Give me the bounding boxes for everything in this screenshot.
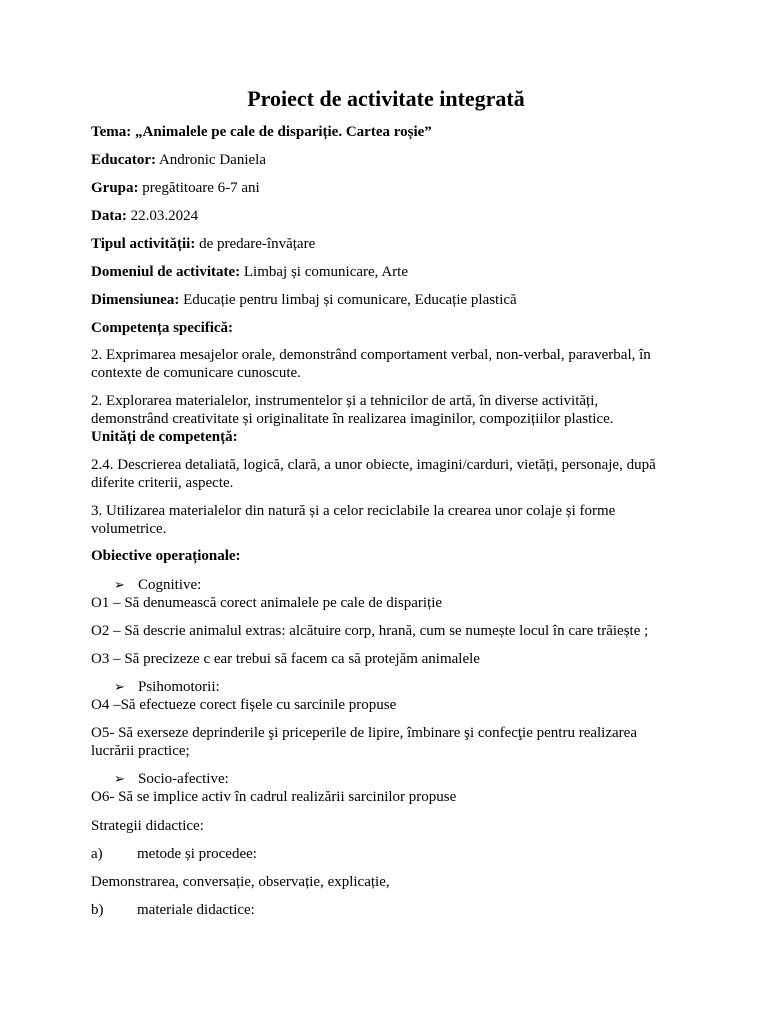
objective-o1: O1 – Să denumească corect animalele pe cale de dispariție [91, 595, 443, 611]
competenta-heading-text: Competența specifică: [91, 320, 234, 336]
competenta-item-1: 2. Exprimarea mesajelor orale, demonstrând comportament verbal, non-verbal, paraverbal, în contexte de comunicare cunoscute. [91, 347, 651, 381]
tipul-value: de predare-învățare [199, 236, 316, 252]
domeniul-label: Domeniul de activitate: [91, 264, 241, 280]
list-item-b-label: b) [91, 902, 104, 918]
educator-line [91, 151, 266, 169]
tema-label: Tema: [91, 124, 132, 140]
tema-value: „Animalele pe cale de dispariție. Cartea roșie” [135, 124, 432, 140]
competenta-heading [91, 319, 233, 337]
bullet-cognitive-text: Cognitive: [138, 577, 202, 593]
tipul-line [91, 235, 315, 253]
tema-line [91, 123, 432, 141]
dimensiunea-line [91, 291, 517, 309]
objective-o3: O3 – Să precizeze c ear trebui să facem ca să protejăm animalele [91, 651, 480, 667]
bullet-socio-text: Socio-afective: [138, 771, 229, 787]
data-label: Data: [91, 208, 127, 224]
grupa-label: Grupa: [91, 180, 139, 196]
bullet-psihomotorii [114, 678, 220, 696]
obiective-heading-text: Obiective operaționale: [91, 548, 241, 564]
arrow-bullet-icon: ➢ [114, 679, 125, 694]
page-title: Proiect de activitate integrată [247, 86, 525, 111]
arrow-bullet-icon: ➢ [114, 771, 125, 786]
competenta-item-2-line-1: 2. Explorarea materialelor, instrumentelor și a tehnicilor de artă, în diverse activități, [91, 393, 599, 409]
data-value: 22.03.2024 [130, 208, 199, 224]
strategii-heading: Strategii didactice: [91, 818, 204, 834]
grupa-line [91, 179, 260, 197]
list-item-a-label: a) [91, 846, 103, 862]
arrow-bullet-icon: ➢ [114, 577, 125, 592]
educator-label: Educator: [91, 152, 156, 168]
unitati-item-2: 3. Utilizarea materialelor din natură și a celor reciclabile la crearea unor colaje și forme volumetrice. [91, 503, 616, 537]
objective-o5: O5- Să exerseze deprinderile şi priceperile de lipire, îmbinare şi confecţie pentru realizarea lucrării practice; [91, 725, 637, 759]
tipul-label: Tipul activității: [91, 236, 196, 252]
objective-o6: O6- Să se implice activ în cadrul realizării sarcinilor propuse [91, 789, 457, 805]
dimensiunea-label: Dimensiunea: [91, 292, 180, 308]
list-item-a-text: metode și procedee: [137, 846, 257, 862]
unitati-heading-text: Unități de competență: [91, 429, 238, 445]
bullet-socio-afective [114, 770, 229, 788]
obiective-heading [91, 547, 241, 565]
bullet-psihomotorii-text: Psihomotorii: [138, 679, 220, 695]
educator-value: Andronic Daniela [158, 152, 266, 168]
dimensiunea-value: Educație pentru limbaj și comunicare, Educație plastică [183, 292, 517, 308]
domeniul-value: Limbaj și comunicare, Arte [243, 264, 409, 280]
domeniul-line [91, 263, 408, 281]
data-line [91, 207, 198, 225]
bullet-cognitive [114, 576, 201, 594]
objective-o4: O4 –Să efectueze corect fișele cu sarcinile propuse [91, 697, 397, 713]
metode-line: Demonstrarea, conversație, observație, explicație, [91, 874, 390, 890]
competenta-item-2-line-2: demonstrând creativitate și originalitate în realizarea imaginilor, compozițiilor plastice. [91, 411, 614, 427]
grupa-value: pregătitoare 6-7 ani [142, 180, 260, 196]
list-item-b-text: materiale didactice: [137, 902, 255, 918]
objective-o2: O2 – Să descrie animalul extras: alcătuire corp, hrană, cum se numește locul în care trăiește ; [91, 623, 649, 639]
unitati-heading [91, 428, 238, 446]
unitati-item-1: 2.4. Descrierea detaliată, logică, clară, a unor obiecte, imagini/carduri, vietăți, personaje, după diferite criterii, aspecte. [91, 457, 656, 491]
